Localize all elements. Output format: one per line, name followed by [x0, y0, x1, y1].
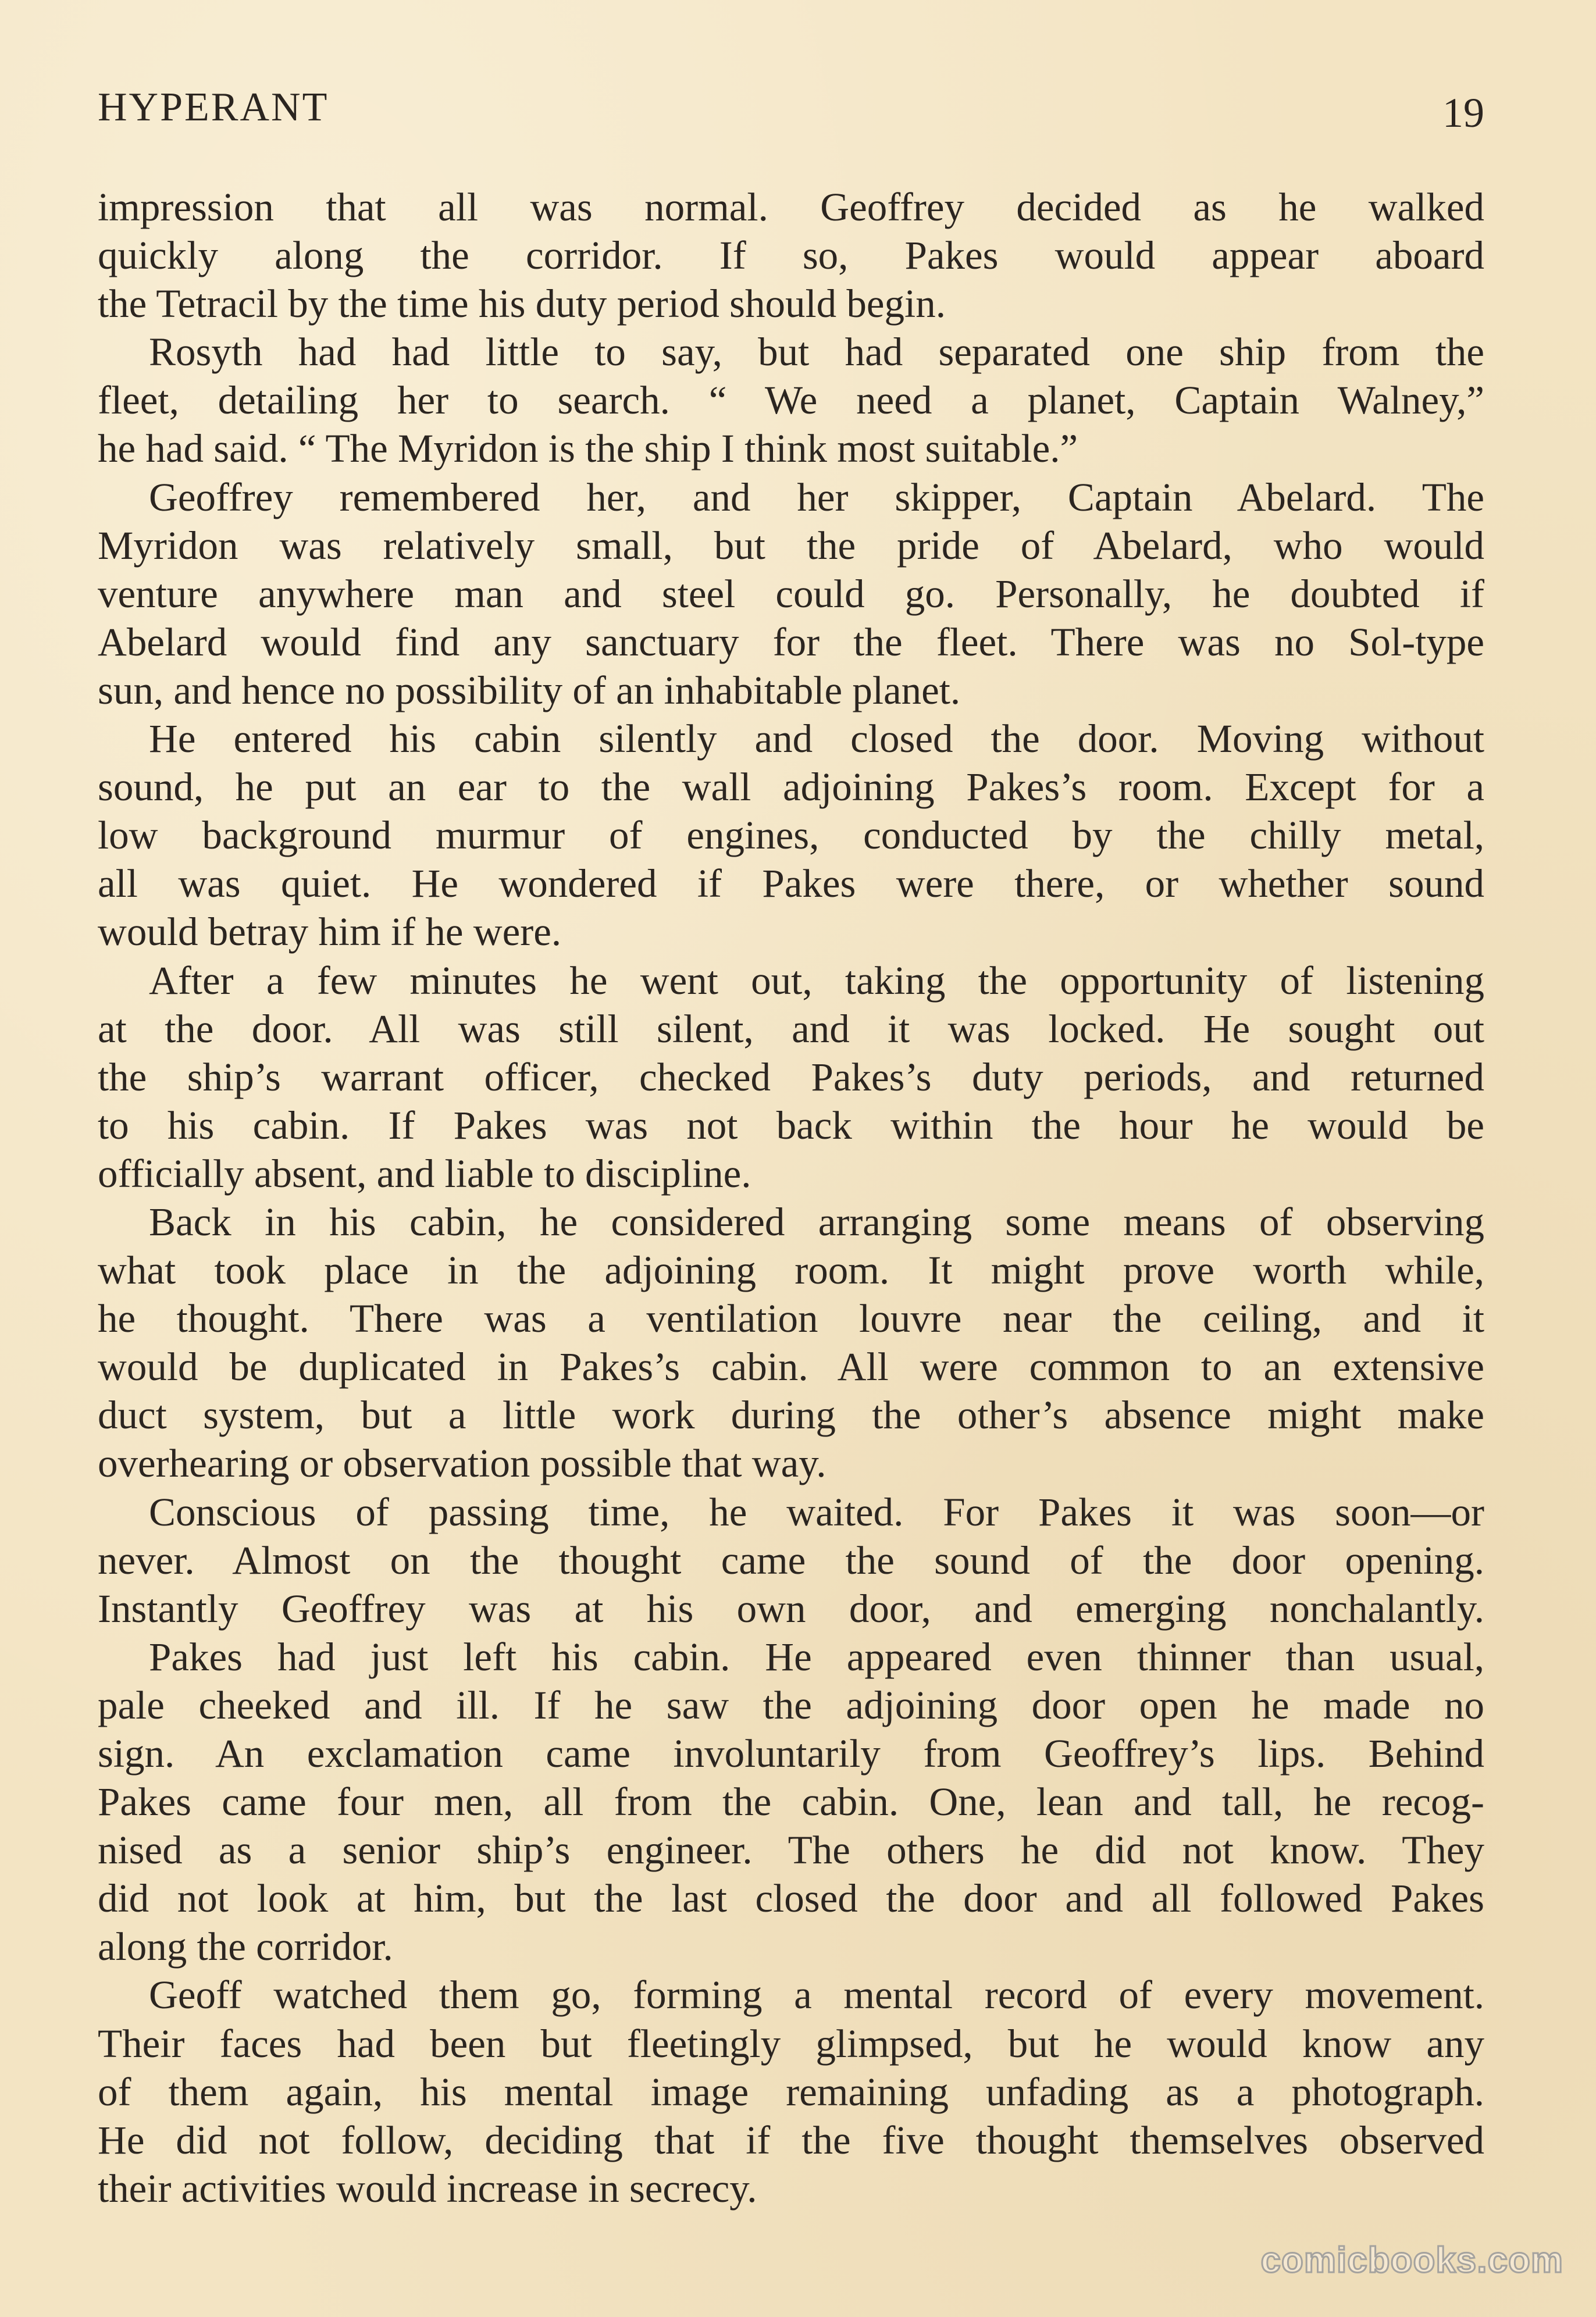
- text-line: duct system, but a little work during the other’s absence might make: [98, 1393, 1484, 1438]
- text-line: would be duplicated in Pakes’s cabin. All were common to an extensive: [98, 1345, 1484, 1389]
- text-line: along the corridor.: [98, 1924, 393, 1969]
- text-line: would betray him if he were.: [98, 910, 562, 954]
- text-line: did not look at him, but the last closed the door and all followed Pakes: [98, 1876, 1484, 1921]
- text-line: the Tetracil by the time his duty period should begin.: [98, 281, 946, 326]
- text-line: Geoffrey remembered her, and her skipper, Captain Abelard. The: [149, 475, 1484, 519]
- text-line: the ship’s warrant officer, checked Pakes’s duty periods, and returned: [98, 1054, 1484, 1099]
- text-line: low background murmur of engines, conducted by the chilly metal,: [98, 813, 1484, 858]
- text-line: Abelard would find any sanctuary for the fleet. There was no Sol-type: [98, 619, 1484, 664]
- text-line: officially absent, and liable to discipline.: [98, 1151, 751, 1196]
- text-line: sound, he put an ear to the wall adjoining Pakes’s room. Except for a: [98, 765, 1484, 810]
- text-line: Geoff watched them go, forming a mental record of every movement.: [149, 1973, 1484, 2017]
- text-line: Instantly Geoffrey was at his own door, and emerging nonchalantly.: [98, 1586, 1484, 1631]
- watermark: comicbooks.com: [1260, 2240, 1563, 2280]
- text-line: overhearing or observation possible that way.: [98, 1441, 826, 1486]
- text-line: Their faces had been but fleetingly glimpsed, but he would know any: [98, 2021, 1484, 2066]
- running-head: HYPERANT: [98, 85, 329, 130]
- text-line: Myridon was relatively small, but the pride of Abelard, who would: [98, 523, 1484, 568]
- text-line: to his cabin. If Pakes was not back within the hour he would be: [98, 1103, 1484, 1147]
- text-line: impression that all was normal. Geoffrey decided as he walked: [98, 185, 1484, 229]
- text-line: quickly along the corridor. If so, Pakes would appear aboard: [98, 233, 1484, 278]
- text-line: nised as a senior ship’s engineer. The others he did not know. They: [98, 1828, 1484, 1873]
- text-line: sign. An exclamation came involuntarily from Geoffrey’s lips. Behind: [98, 1731, 1484, 1776]
- text-line: pale cheeked and ill. If he saw the adjoining door open he made no: [98, 1683, 1484, 1727]
- text-line: After a few minutes he went out, taking the opportunity of listening: [149, 958, 1484, 1003]
- text-line: Conscious of passing time, he waited. For Pakes it was soon—or: [149, 1489, 1484, 1534]
- text-line: Pakes had just left his cabin. He appeared even thinner than usual,: [149, 1634, 1484, 1679]
- text-line: what took place in the adjoining room. It might prove worth while,: [98, 1248, 1484, 1293]
- text-line: fleet, detailing her to search. “ We need a planet, Captain Walney,”: [98, 378, 1484, 423]
- page-number: 19: [1442, 90, 1484, 136]
- text-line: sun, and hence no possibility of an inhabitable planet.: [98, 668, 961, 712]
- text-line: never. Almost on the thought came the sound of the door opening.: [98, 1538, 1484, 1582]
- text-line: Pakes came four men, all from the cabin. One, lean and tall, he recog-: [98, 1780, 1484, 1824]
- text-line: at the door. All was still silent, and it was locked. He sought out: [98, 1006, 1484, 1051]
- body-text: [98, 183, 1484, 2213]
- text-line: Rosyth had had little to say, but had separated one ship from the: [149, 330, 1484, 375]
- text-line: their activities would increase in secrecy.: [98, 2166, 757, 2211]
- text-line: he had said. “ The Myridon is the ship I think most suitable.”: [98, 426, 1078, 471]
- text-line: He entered his cabin silently and closed the door. Moving without: [149, 717, 1484, 761]
- text-line: all was quiet. He wondered if Pakes were there, or whether sound: [98, 861, 1484, 906]
- text-line: he thought. There was a ventilation louvre near the ceiling, and it: [98, 1296, 1484, 1341]
- text-line: venture anywhere man and steel could go. Personally, he doubted if: [98, 571, 1484, 616]
- text-line: of them again, his mental image remaining unfading as a photograph.: [98, 2069, 1484, 2114]
- text-line: Back in his cabin, he considered arranging some means of observing: [149, 1199, 1484, 1244]
- text-line: He did not follow, deciding that if the five thought themselves observed: [98, 2118, 1484, 2162]
